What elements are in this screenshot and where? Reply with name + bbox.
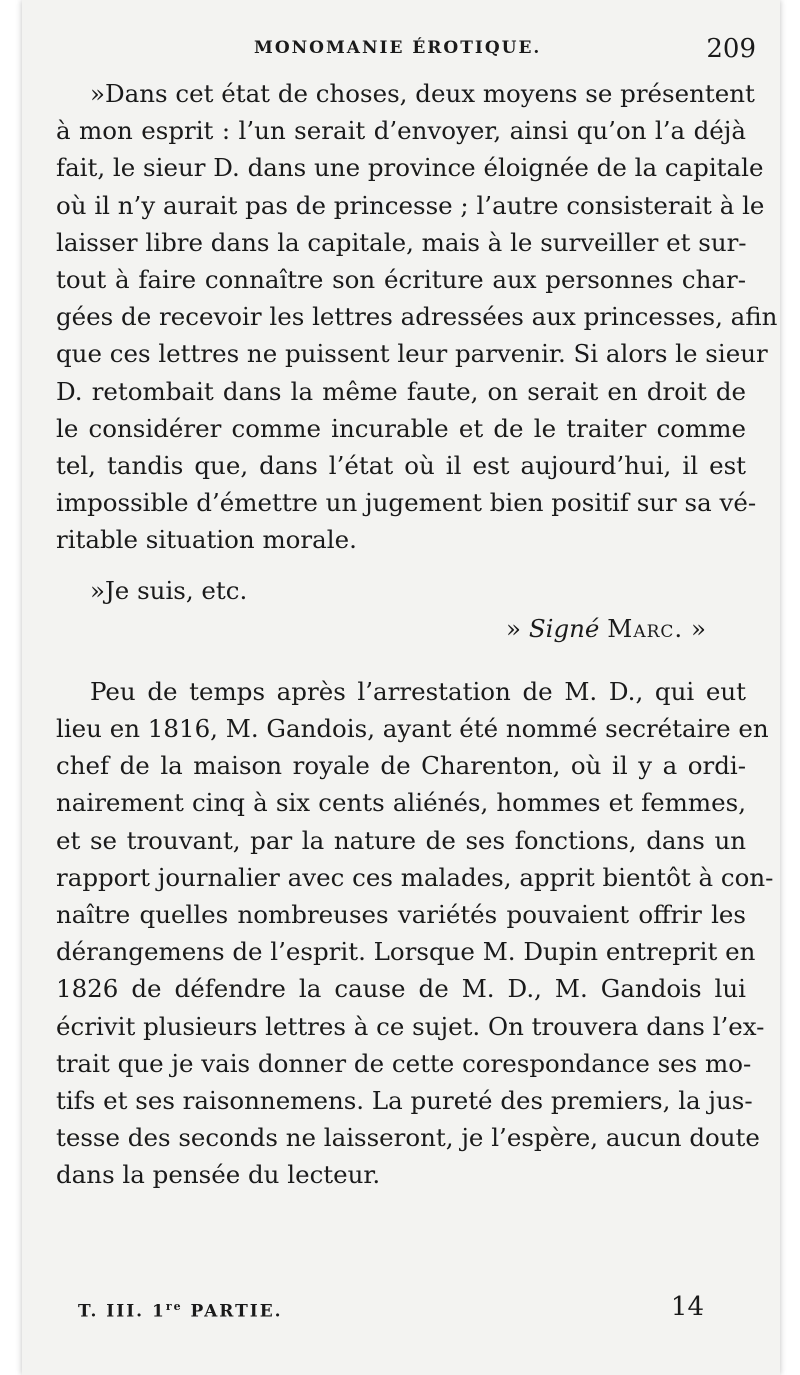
text-line: »Dans cet état de choses, deux moyens se présentent — [90, 79, 755, 108]
text-line: tesse des seconds ne laisseront, je l’espère, aucun doute — [56, 1123, 760, 1153]
text-line: écrivit plusieurs lettres à ce sujet. On trouvera dans l’ex- — [56, 1011, 765, 1041]
book-page — [22, 0, 780, 1375]
sheet-number: 14 — [670, 1292, 704, 1322]
text-line: impossible d’émettre un jugement bien positif sur sa vé- — [56, 488, 757, 518]
paragraph-gap — [56, 647, 746, 673]
text-line: 1826 de défendre la cause de M. D., M. Gandois lui — [56, 974, 746, 1004]
text-line: dans la pensée du lecteur. — [56, 1160, 381, 1190]
text-line: le considérer comme incurable et de le traiter comme — [56, 413, 746, 443]
signature-name: Marc. — [607, 613, 684, 643]
text-line: tout à faire connaître son écriture aux personnes char- — [56, 264, 746, 294]
page-number: 209 — [706, 34, 756, 64]
text-line: rapport journalier avec ces malades, apprit bientôt à con- — [56, 862, 774, 892]
text-line: ritable situation morale. — [56, 525, 357, 555]
signature-open-quote: » — [506, 613, 522, 643]
paragraph-gap — [56, 558, 746, 572]
text-line: trait que je vais donner de cette corespondance ses mo- — [56, 1048, 752, 1078]
text-line: laisser libre dans la capitale, mais à le surveiller et sur- — [56, 227, 747, 257]
signature-close-quote: » — [691, 613, 706, 643]
text-line: que ces lettres ne puissent leur parvenir. Si alors le sieur — [56, 339, 768, 369]
running-title: MONOMANIE ÉROTIQUE. — [254, 38, 542, 58]
signature-mark-sup: re — [165, 1300, 183, 1313]
page-footer — [22, 1292, 780, 1332]
letter-signature — [56, 610, 746, 647]
text-line: naître quelles nombreuses variétés pouvaient offrir les — [56, 899, 746, 929]
text-line: à mon esprit : l’un serait d’envoyer, ainsi qu’on l’a déjà — [56, 116, 746, 146]
text-line: gées de recevoir les lettres adressées aux princesses, afin — [56, 302, 778, 332]
text-line: où il n’y aurait pas de princesse ; l’autre consisterait à le — [56, 190, 765, 220]
signature-mark-part: PARTIE. — [182, 1301, 283, 1322]
text-line: lieu en 1816, M. Gandois, ayant été nommé secrétaire en — [56, 714, 769, 743]
body-text — [56, 75, 778, 1193]
signature-mark — [78, 1300, 283, 1322]
paragraph-narrative — [56, 673, 774, 1194]
text-line: dérangemens de l’esprit. Lorsque M. Dupin entreprit en — [56, 937, 756, 967]
text-line: Peu de temps après l’arrestation de M. D., qui eut — [90, 676, 746, 706]
paragraph-closing — [56, 572, 746, 609]
signature-signe: Signé — [528, 613, 600, 643]
paragraph-letter-body — [56, 75, 778, 558]
text-line: et se trouvant, par la nature de ses fonctions, dans un — [56, 825, 746, 855]
page-header — [22, 34, 780, 74]
text-line: »Je suis, etc. — [90, 576, 248, 606]
text-line: tel, tandis que, dans l’état où il est aujourd’hui, il est — [56, 450, 746, 480]
text-line: fait, le sieur D. dans une province éloignée de la capitale — [56, 153, 764, 183]
text-line: nairement cinq à six cents aliénés, hommes et femmes, — [56, 788, 746, 818]
signature-mark-volume: T. III. 1 — [78, 1301, 166, 1322]
text-line: D. retombait dans la même faute, on serait en droit de — [56, 376, 746, 406]
text-line: tifs et ses raisonnemens. La pureté des premiers, la jus- — [56, 1085, 753, 1115]
text-line: chef de la maison royale de Charenton, où il y a ordi- — [56, 751, 746, 781]
